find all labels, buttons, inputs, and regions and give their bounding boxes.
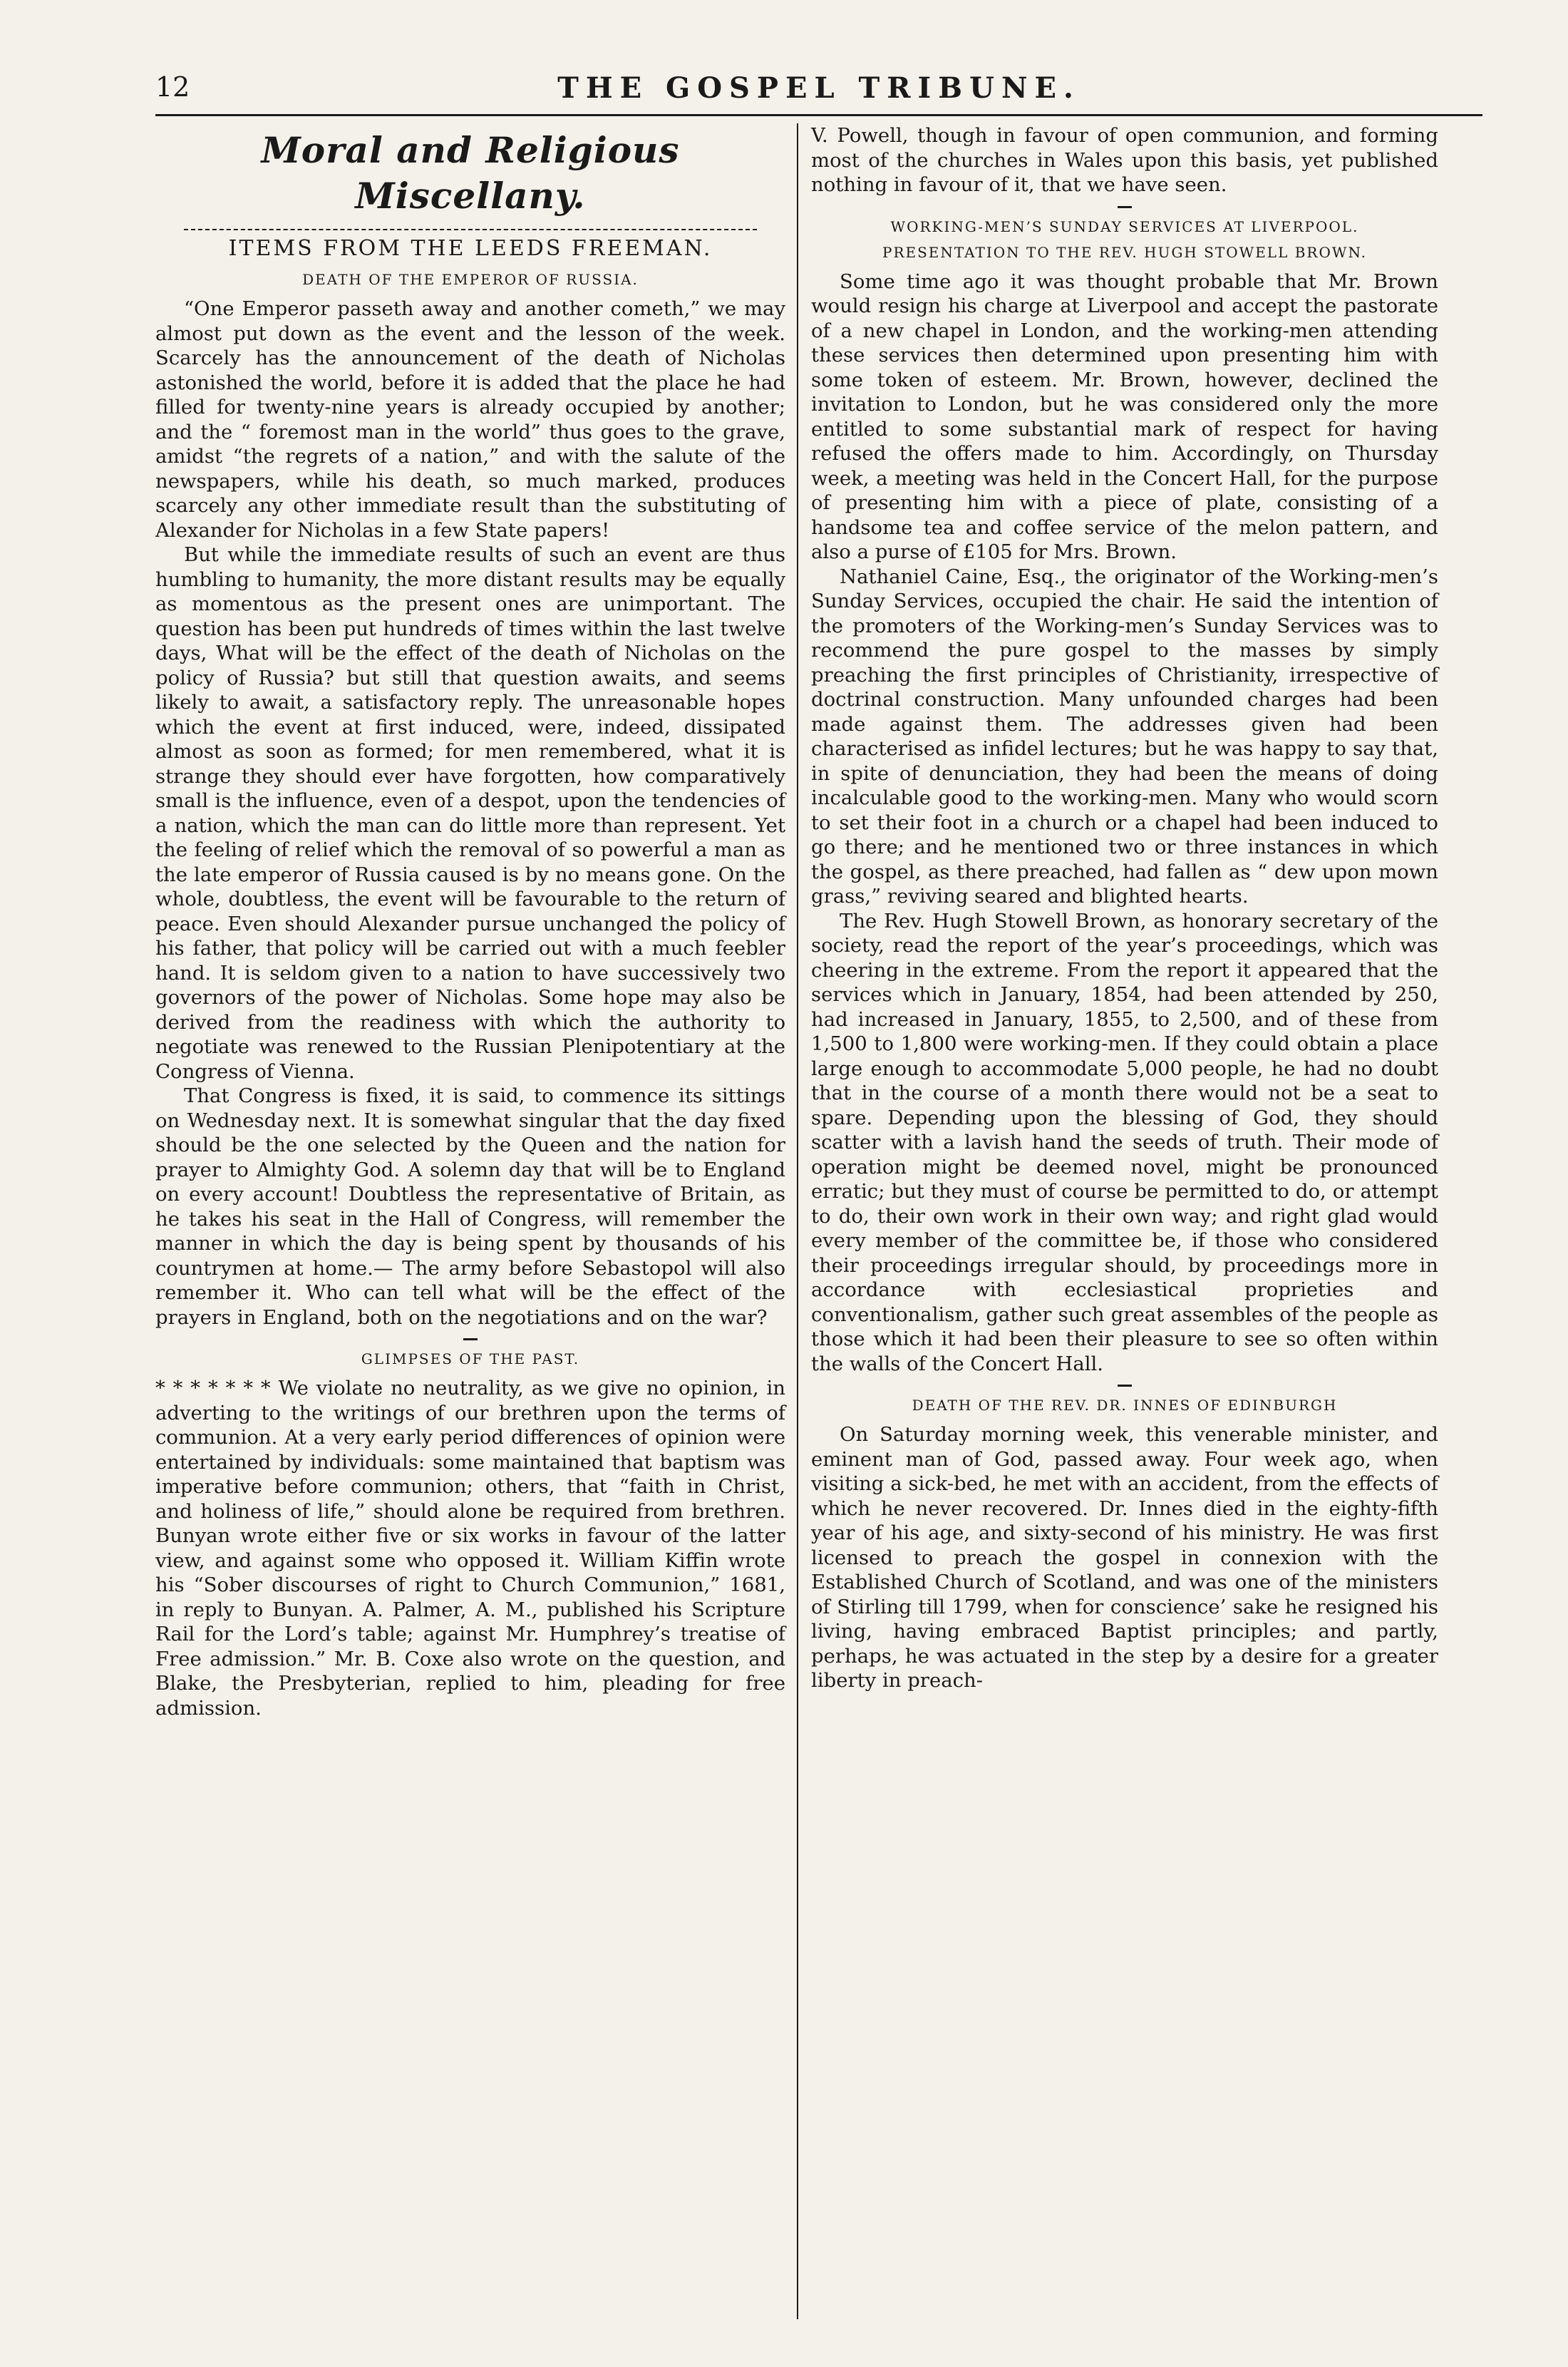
left-column [155,123,797,2319]
continued-paragraph: V. Powell, though in favour of open communion, and forming most of the churches in Wales upon this basis, yet published nothing in favour of it, that we have seen. [811,124,1438,196]
article-paragraph: “One Emperor passeth away and another cometh,” we may almost put down as the event and the lesson of the week. Scarcely has the announcement of the death of Nicholas astonished the world, before it is added that the place he had filled for twenty-nine years is already occupied by another; and the “ foremost man in the world” thus goes to the grave, amidst “the regrets of a nation,” and with the salute of the newspapers, while his death, so much marked, produces scarcely any other immediate result than the substituting of Alexander for Nicholas in a few State papers! [155,297,785,542]
article-paragraph: * * * * * * * We violate no neutrality, as we give no opinion, in adverting to the writings of our brethren upon the terms of communion. At a very early period differences of opinion were entertained by individuals: some maintained that baptism was imperative before communion; others, that “faith in Christ, and holiness of life,” should alone be required from brethren. Bunyan wrote either five or six works in favour of the latter view, and against some who opposed it. William Kiffin wrote his “Sober discourses of right to Church Communion,” 1681, in reply to Bunyan. A. Palmer, A. M., published his Scripture Rail for the Lord’s table; against Mr. Humphrey’s treatise of Free admission.” Mr. B. Coxe also wrote on the question, and Blake, the Presbyterian, replied to him, pleading for free admission. [155,1377,785,1720]
article-heading: GLIMPSES OF THE PAST. [361,1350,580,1367]
article-paragraph: The Rev. Hugh Stowell Brown, as honorary secretary of the society, read the report of the year’s proceedings, which was cheering in the extreme. From the report it appeared that the services which in January, 1854, had been attended by 250, had increased in January, 1855, to 2,500, and of these from 1,500 to 1,800 were working-men. If they could obtain a place large enough to accommodate 5,000 people, he had no doubt that in the course of a month there would not be a seat to spare. Depending upon the blessing of God, they should scatter with a lavish hand the seeds of truth. Their mode of operation might be deemed novel, might be pronounced erratic; but they must of course be permitted to do, or attempt to do, their own work in their own way; and right glad would every member of the committee be, if those who considered their proceedings irregular should, by proceedings more in accordance with ecclesiastical proprieties and conventionalism, gather such great assembles of the people as those which it had been their pleasure to see so often within the walls of the Concert Hall. [811,909,1438,1375]
article-paragraph: That Congress is fixed, it is said, to commence its sittings on Wednesday next. It is somewhat singular that the day fixed should be the one selected by the Queen and the nation for prayer to Almighty God. A solemn day that will be to England on every account! Doubtless the representative of Britain, as he takes his seat in the Hall of Congress, will remember the manner in which the day is being spent by thousands of his countrymen at home.— The army before Sebastopol will also remember it. Who can tell what will be the effect of the prayers in England, both on the negotiations and on the war? [155,1084,785,1329]
article-paragraph: But while the immediate results of such an event are thus humbling to humanity, the more distant results may be equally as momentous as the present ones are unimportant. The question has been put hundreds of times within the last twelve days, What will be the effect of the death of Nicholas on the policy of Russia? but still that question awaits, and seems likely to await, a satisfactory reply. The unreasonable hopes which the event at first induced, were, indeed, dissipated almost as soon as formed; for men remembered, what it is strange they should ever have forgotten, how comparatively small is the influence, even of a despot, upon the tendencies of a nation, which the man can do little more than represent. Yet the feeling of relief which the removal of so powerful a man as the late emperor of Russia caused is by no means gone. On the whole, doubtless, the event will be favourable to the return of peace. Even should Alexander pursue unchanged the policy of his father, that policy will be carried out with a much feebler hand. It is seldom given to a nation to have successively two governors of the power of Nicholas. Some hope may also be derived from the readiness with which the authority to negotiate was renewed to the Russian Plenipotentiary at the Congress of Vienna. [155,543,785,1083]
article-heading: DEATH OF THE REV. DR. INNES OF EDINBURGH [912,1397,1338,1414]
page-number: 12 [155,71,190,103]
two-column-body [155,123,1482,2319]
ornamental-rule [184,222,757,230]
article-heading: DEATH OF THE EMPEROR OF RUSSIA. [302,271,639,288]
article-divider [1118,206,1132,208]
running-header [155,71,1482,116]
article-paragraph: Nathaniel Caine, Esq., the originator of the Working-men’s Sunday Services, occupied the chair. He said the intention of the promoters of the Working-men’s Sunday Services was to recommend the pure gospel to the masses by simply preaching the first principles of Christianity, irrespective of doctrinal construction. Many unfounded charges had been made against them. The addresses given had been characterised as infidel lectures; but he was happy to say that, in spite of denunciation, they had been the means of doing incalculable good to the working-men. Many who would scorn to set their foot in a church or a chapel had been induced to go there; and he mentioned two or three instances in which the gospel, as there preached, had fallen as “ dew upon mown grass,” reviving seared and blighted hearts. [811,565,1438,908]
article-heading: WORKING-MEN’S SUNDAY SERVICES AT LIVERPOOL. [890,217,1359,235]
article-paragraph: On Saturday morning week, this venerable minister, and eminent man of God, passed away. Four week ago, when visiting a sick-bed, he met with an accident, from the effects of which he never recovered. Dr. Innes died in the eighty-fifth year of his age, and sixty-second of his ministry. He was first licensed to preach the gospel in connexion with the Established Church of Scotland, and was one of the ministers of Stirling till 1799, when for conscience’ sake he resigned his living, having embraced Baptist principles; and partly, perhaps, he was actuated in the step by a desire for a greater liberty in preach- [811,1423,1438,1692]
section-subheading: ITEMS FROM THE LEEDS FREEMAN. [228,236,713,261]
right-column [797,123,1438,2319]
article-divider [1118,1385,1132,1387]
section-title: Moral and Religious Miscellany. [261,129,680,217]
article-subheading: PRESENTATION TO THE REV. HUGH STOWELL BROWN. [882,243,1368,261]
publication-title: THE GOSPEL TRIBUNE. [557,71,1080,105]
article-paragraph: Some time ago it was thought probable that Mr. Brown would resign his charge at Liverpool and accept the pastorate of a new chapel in London, and the working-men attending these services then determined upon presenting him with some token of esteem. Mr. Brown, however, declined the invitation to London, but he was considered only the more entitled to some substantial mark of respect for having refused the offers made to him. Accordingly, on Thursday week, a meeting was held in the Concert Hall, for the purpose of presenting him with a piece of plate, consisting of a handsome tea and coffee service of the melon pattern, and also a purse of £105 for Mrs. Brown. [811,269,1438,563]
article-divider [463,1338,478,1340]
